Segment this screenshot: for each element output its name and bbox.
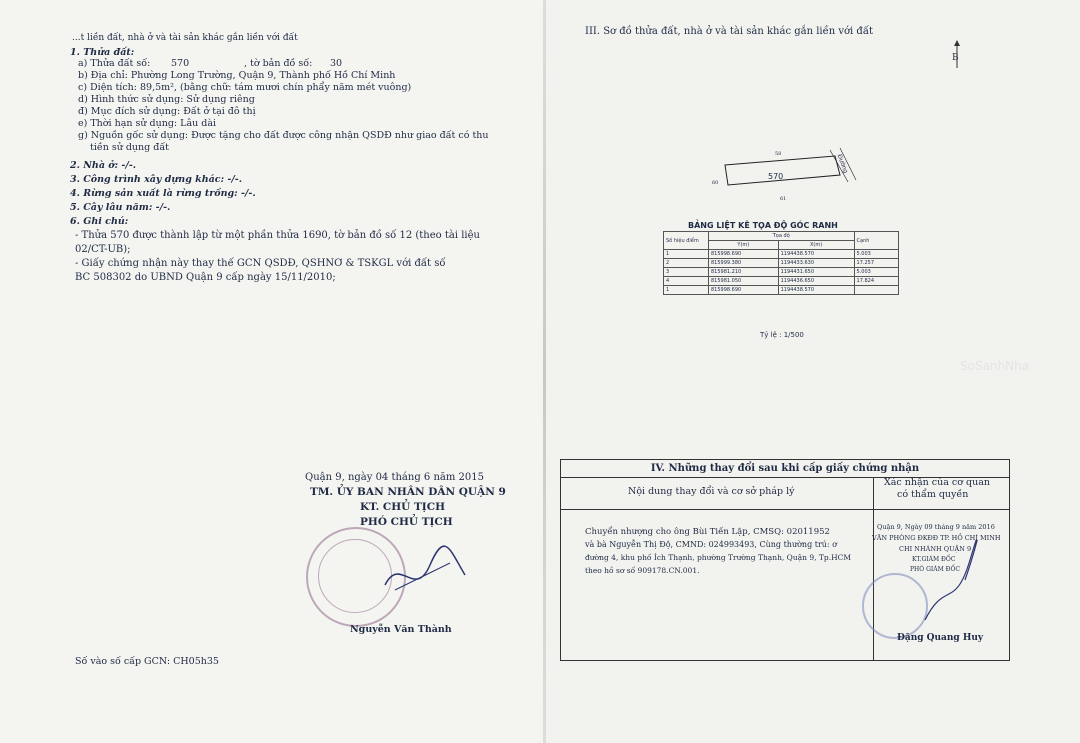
address: b) Địa chỉ: Phường Long Trường, Quận 9, Thành phố Hồ Chí Minh: [78, 70, 396, 81]
note-2: - Giấy chứng nhận này thay thế GCN QSDĐ, QSHNƠ & TSKGL với đất số: [75, 258, 446, 269]
change-line-2: và bà Nguyễn Thị Độ, CMND: 024993493, Cùng thường trú: ơ: [585, 540, 837, 549]
cell-x: 1194436.650: [778, 277, 854, 286]
note-2-cont: BC 508302 do UBND Quận 9 cấp ngày 15/11/2010;: [75, 272, 336, 283]
signature-title: PHÓ CHỦ TỊCH: [360, 516, 453, 528]
usage-origin-cont: tiền sử dụng đất: [90, 142, 169, 153]
th-x: X(m): [778, 241, 854, 250]
usage-term: e) Thời hạn sử dụng: Lâu dài: [78, 118, 217, 129]
th-point: Số hiệu điểm: [664, 232, 709, 250]
table-row: [664, 250, 899, 259]
cell-point: 4: [664, 277, 709, 286]
cell-edge: 17.257: [854, 259, 898, 268]
cell-edge: [854, 286, 898, 295]
confirm-title: PHÓ GIÁM ĐỐC: [910, 566, 960, 573]
table-row: [664, 277, 899, 286]
confirm-signature-scribble: [915, 540, 985, 630]
change-line-4: theo hồ sơ số 909178.CN.001.: [585, 566, 700, 575]
cell-point: 1: [664, 250, 709, 259]
usage-form: d) Hình thức sử dụng: Sử dụng riêng: [78, 94, 255, 105]
coord-table: [663, 231, 899, 295]
confirm-office: VĂN PHÒNG ĐKĐĐ TP. HỒ CHÍ MINH: [872, 534, 1001, 542]
section-2: 2. Nhà ở: -/-.: [70, 160, 137, 171]
issue-date: Quận 9, ngày 04 tháng 6 năm 2015: [305, 472, 484, 483]
dim-bottom: 61: [780, 196, 787, 202]
th-coord: Tọa độ: [709, 232, 855, 241]
area: c) Diện tích: 89,5m², (bằng chữ: tám mươi chín phẩy năm mét vuông): [78, 82, 412, 93]
cell-point: 2: [664, 259, 709, 268]
north-label: B: [952, 53, 959, 63]
north-arrow-icon: [953, 40, 961, 70]
signature-org: TM. ỦY BAN NHÂN DÂN QUẬN 9: [310, 486, 506, 498]
parcel-number-label: a) Thửa đất số:: [78, 58, 151, 69]
cell-edge: 5.003: [854, 250, 898, 259]
parcel-label: 570: [768, 172, 784, 181]
book-number: Số vào số cấp GCN: CH05h35: [75, 656, 219, 667]
cell-y: 815998.690: [709, 286, 779, 295]
usage-purpose: đ) Mục đích sử dụng: Đất ở tại đô thị: [78, 106, 256, 117]
section-5: 5. Cây lâu năm: -/-.: [70, 202, 171, 213]
changes-col1-header: Nội dung thay đổi và cơ sở pháp lý: [628, 486, 795, 497]
note-1-cont: 02/CT-UB);: [75, 244, 131, 255]
cell-y: 815998.690: [709, 250, 779, 259]
change-line-3: đường 4, khu phố Ích Thạnh, phường Trường Thạnh, Quận 9, Tp.HCM: [585, 553, 852, 562]
cell-x: 1194433.630: [778, 259, 854, 268]
confirm-branch: CHI NHÁNH QUẬN 9: [899, 545, 972, 553]
table-row: [664, 268, 899, 277]
th-edge: Cạnh: [854, 232, 898, 250]
scale-label: Tỷ lệ : 1/500: [760, 331, 804, 339]
road-label: Đường: [835, 153, 850, 175]
watermark: SoSanhNha: [960, 359, 1030, 373]
dim-top: 58: [775, 151, 782, 157]
coord-table-title: BẢNG LIỆT KÊ TỌA ĐỘ GÓC RANH: [688, 221, 838, 230]
change-line-1: Chuyển nhượng cho ông Bùi Tiến Lập, CMSQ: 02011952: [585, 527, 830, 537]
cell-y: 815981.210: [709, 268, 779, 277]
usage-origin: g) Nguồn gốc sử dụng: Được tặng cho đất được công nhận QSDĐ như giao đất có thu: [78, 130, 489, 141]
signer-name: Nguyễn Văn Thành: [350, 624, 452, 635]
changes-title: IV. Những thay đổi sau khi cấp giấy chứng nhận: [561, 460, 1009, 478]
cell-point: 3: [664, 268, 709, 277]
signature-scribble: [380, 545, 470, 605]
section-header: ...t liền đất, nhà ở và tài sản khác gắn liền với đất: [72, 33, 298, 43]
section-1-title: 1. Thửa đất:: [70, 47, 135, 58]
th-y: Y(m): [709, 241, 779, 250]
cell-x: 1194438.570: [778, 250, 854, 259]
dim-left: 60: [712, 180, 719, 186]
parcel-number: 570: [171, 58, 190, 69]
cell-edge: 17.824: [854, 277, 898, 286]
section-6: 6. Ghi chú:: [70, 216, 129, 227]
cell-x: 1194431.650: [778, 268, 854, 277]
confirm-signer: Đặng Quang Huy: [897, 633, 984, 643]
section-3: 3. Công trình xây dựng khác: -/-.: [70, 174, 243, 185]
page-fold: [543, 0, 546, 743]
signature-role: KT. CHỦ TỊCH: [360, 501, 445, 513]
cell-x: 1194438.570: [778, 286, 854, 295]
table-row: [664, 286, 899, 295]
note-1: - Thửa 570 được thành lập từ một phần thửa 1690, tờ bản đồ số 12 (theo tài liệu: [75, 230, 480, 241]
changes-col2-header: Xác nhận của cơ quan: [884, 477, 990, 488]
confirm-role: KT.GIÁM ĐỐC: [912, 556, 956, 563]
cell-y: 815999.380: [709, 259, 779, 268]
confirm-date: Quận 9, Ngày 09 tháng 9 năm 2016: [877, 523, 995, 531]
cell-y: 815981.050: [709, 277, 779, 286]
changes-col2-header-cont: có thẩm quyền: [897, 489, 969, 500]
cell-point: 1: [664, 286, 709, 295]
section-3-diagram-title: III. Sơ đồ thửa đất, nhà ở và tài sản khác gắn liền với đất: [585, 26, 873, 37]
section-4: 4. Rừng sản xuất là rừng trồng: -/-.: [70, 188, 256, 199]
table-row: [664, 259, 899, 268]
map-sheet-label: , tờ bản đồ số:: [244, 58, 313, 69]
map-sheet-number: 30: [330, 58, 343, 69]
cell-edge: 5.003: [854, 268, 898, 277]
